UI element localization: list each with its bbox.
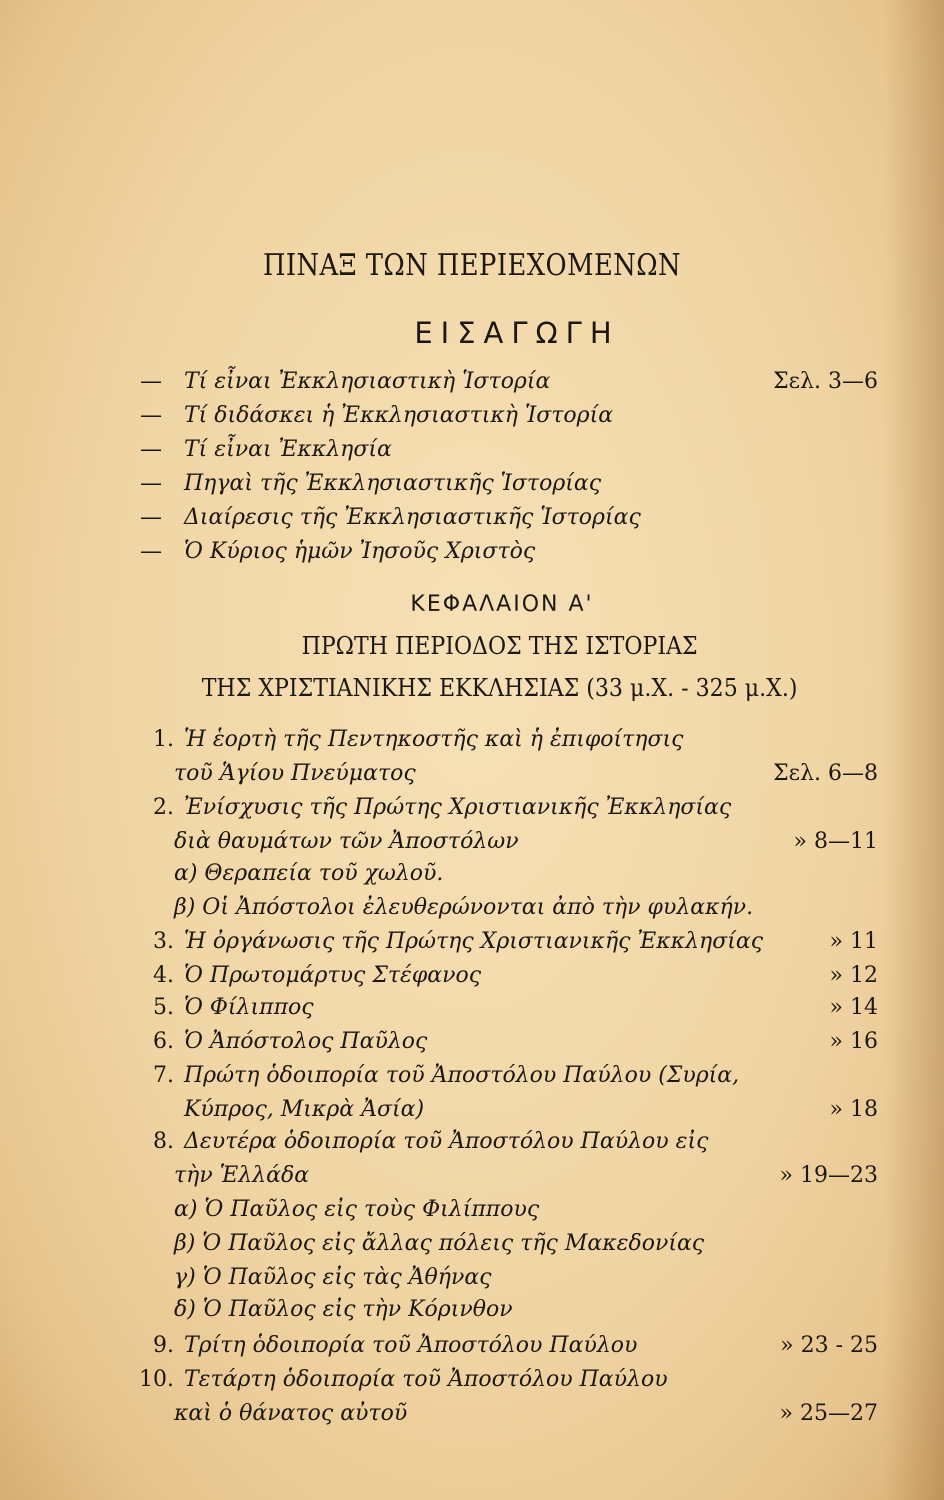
intro-entry — [0, 364, 944, 400]
intro-entry — [0, 432, 944, 468]
entry-text: α) Ὁ Παῦλος εἰς τοὺς Φιλίππους — [174, 1197, 540, 1222]
toc-line — [0, 1328, 944, 1364]
entry-number: 10. — [139, 1367, 174, 1392]
entry-number: 7. — [153, 1063, 174, 1088]
entry-text: διὰ θαυμάτων τῶν Ἀποστόλων — [174, 829, 519, 854]
entry-text: Δευτέρα ὁδοιπορία τοῦ Ἀποστόλου Παύλου εἰς — [184, 1129, 709, 1154]
chapter-label: ΚΕΦΑΛΑΙΟΝ Α' — [410, 592, 594, 617]
entry-dash: — — [140, 505, 162, 530]
entry-dash: — — [140, 539, 162, 564]
entry-number: 4. — [153, 963, 174, 988]
entry-text: Κύπρος, Μικρὰ Ἀσία) — [184, 1097, 425, 1122]
entry-text: τοῦ Ἁγίου Πνεύματος — [174, 761, 416, 786]
entry-dash: — — [140, 403, 162, 428]
entry-dash: — — [140, 437, 162, 462]
toc-line — [0, 1260, 944, 1296]
entry-text: καὶ ὁ θάνατος αὐτοῦ — [174, 1401, 408, 1426]
entry-number: 8. — [153, 1129, 174, 1154]
toc-line — [0, 722, 944, 758]
entry-text: Ὁ Πρωτομάρτυς Στέφανος — [184, 963, 482, 988]
entry-number: 3. — [153, 929, 174, 954]
toc-line — [0, 1058, 944, 1094]
entry-page: » 19—23 — [779, 1163, 878, 1188]
entry-text: Ἡ ἑορτὴ τῆς Πεντηκοστῆς καὶ ἡ ἐπιφοίτησις — [184, 727, 684, 752]
toc-line — [0, 958, 944, 994]
entry-text: Διαίρεσις τῆς Ἐκκλησιαστικῆς Ἱστορίας — [184, 505, 641, 530]
entry-text: Πηγαὶ τῆς Ἐκκλησιαστικῆς Ἱστορίας — [184, 471, 602, 496]
entry-number: 1. — [153, 727, 174, 752]
entry-text: Τρίτη ὁδοιπορία τοῦ Ἀποστόλου Παύλου — [184, 1333, 638, 1358]
toc-line — [0, 1192, 944, 1228]
toc-line — [0, 824, 944, 860]
chapter-title-line1: ΠΡΩΤΗ ΠΕΡΙΟΔΟΣ ΤΗΣ ΙΣΤΟΡΙΑΣ — [301, 632, 698, 660]
entry-text: Ὁ Φίλιππος — [184, 995, 314, 1020]
entry-page: Σελ. 3—6 — [773, 369, 878, 394]
entry-page: » 25—27 — [779, 1401, 878, 1426]
entry-text: α) Θεραπεία τοῦ χωλοῦ. — [174, 861, 444, 886]
introduction-heading: ΕΙΣΑΓΩΓΗ — [414, 316, 620, 350]
toc-line — [0, 924, 944, 960]
entry-page: » 23 - 25 — [780, 1333, 878, 1358]
entry-page: » 11 — [829, 929, 878, 954]
toc-line — [0, 1124, 944, 1160]
entry-text: Τί διδάσκει ἡ Ἐκκλησιαστικὴ Ἱστορία — [184, 403, 614, 428]
entry-text: δ) Ὁ Παῦλος εἰς τὴν Κόρινθον — [174, 1297, 513, 1322]
entry-text: Ἡ ὀργάνωσις τῆς Πρώτης Χριστιανικῆς Ἐκκλησίας — [184, 929, 764, 954]
toc-line — [0, 1396, 944, 1432]
entry-text: Πρώτη ὁδοιπορία τοῦ Ἀποστόλου Παύλου (Συρία, — [184, 1063, 740, 1088]
toc-line — [0, 1362, 944, 1398]
entry-number: 5. — [153, 995, 174, 1020]
entry-page: » 18 — [829, 1097, 878, 1122]
intro-entry — [0, 466, 944, 502]
toc-line — [0, 1024, 944, 1060]
entry-text: Ὁ Ἀπόστολος Παῦλος — [184, 1029, 428, 1054]
toc-line — [0, 856, 944, 892]
toc-line — [0, 1292, 944, 1328]
entry-number: 2. — [153, 795, 174, 820]
entry-text: Τετάρτη ὁδοιπορία τοῦ Ἀποστόλου Παύλου — [184, 1367, 668, 1392]
toc-line — [0, 1158, 944, 1194]
entry-page: » 8—11 — [793, 829, 878, 854]
chapter-title-line2: ΤΗΣ ΧΡΙΣΤΙΑΝΙΚΗΣ ΕΚΚΛΗΣΙΑΣ (33 μ.Χ. - 325 μ.Χ.) — [201, 674, 798, 702]
entry-text: Ἐνίσχυσις τῆς Πρώτης Χριστιανικῆς Ἐκκλησίας — [184, 795, 732, 820]
entry-dash: — — [140, 471, 162, 496]
toc-line — [0, 890, 944, 926]
toc-line — [0, 756, 944, 792]
toc-line — [0, 1092, 944, 1128]
toc-line — [0, 990, 944, 1026]
entry-page: » 16 — [829, 1029, 878, 1054]
entry-text: β) Οἱ Ἀπόστολοι ἐλευθερώνονται ἀπὸ τὴν φυλακήν. — [174, 895, 754, 920]
entry-text: Ὁ Κύριος ἡμῶν Ἰησοῦς Χριστὸς — [184, 539, 536, 564]
entry-dash: — — [140, 369, 162, 394]
entry-text: Τί εἶναι Ἐκκλησιαστικὴ Ἱστορία — [184, 369, 551, 394]
page-title: ΠΙΝΑΞ ΤΩΝ ΠΕΡΙΕΧΟΜΕΝΩΝ — [262, 248, 682, 283]
entry-number: 9. — [153, 1333, 174, 1358]
entry-text: Τί εἶναι Ἐκκλησία — [184, 437, 392, 462]
toc-line — [0, 1226, 944, 1262]
entry-text: γ) Ὁ Παῦλος εἰς τὰς Ἀθήνας — [174, 1265, 492, 1290]
intro-entry — [0, 500, 944, 536]
intro-entry — [0, 534, 944, 570]
entry-page: » 12 — [829, 963, 878, 988]
entry-page: » 14 — [829, 995, 878, 1020]
toc-line — [0, 790, 944, 826]
entry-text: τὴν Ἑλλάδα — [174, 1163, 310, 1188]
intro-entry — [0, 398, 944, 434]
entry-number: 6. — [153, 1029, 174, 1054]
entry-text: β) Ὁ Παῦλος εἰς ἄλλας πόλεις τῆς Μακεδονίας — [174, 1231, 705, 1256]
entry-page: Σελ. 6—8 — [773, 761, 878, 786]
